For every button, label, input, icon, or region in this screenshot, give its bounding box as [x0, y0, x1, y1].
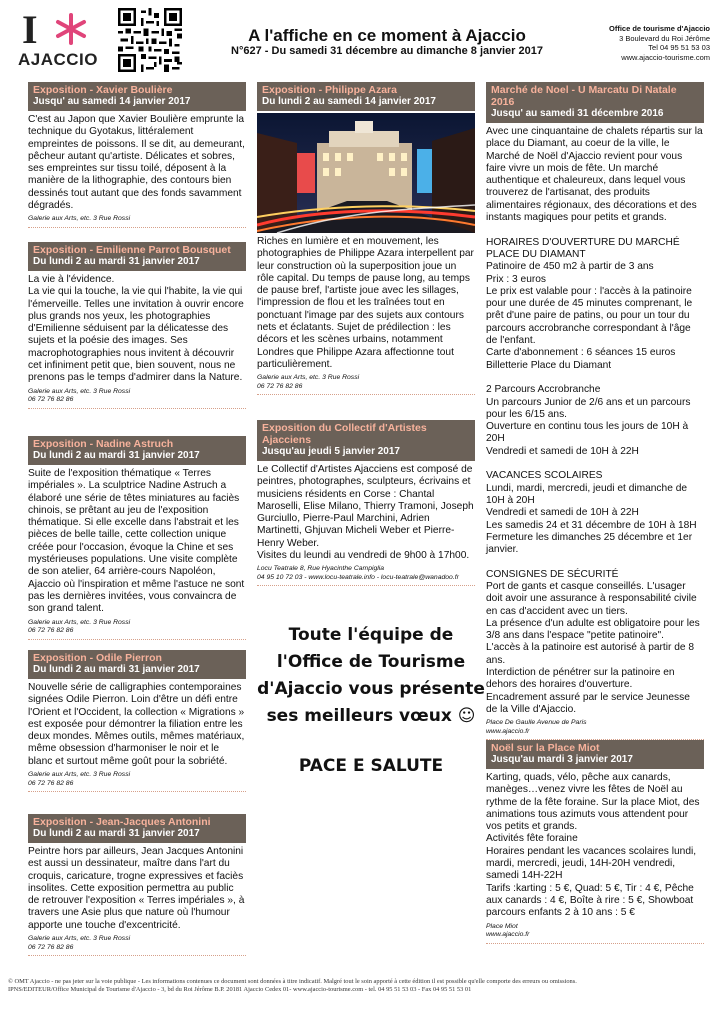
event-philippe-azara — [257, 82, 475, 395]
event-text: Suite de l'exposition thématique « Terres impériales ». La sculptrice Nadine Astruch a élaboré une série de têtes miniatures au faciès chinois, se prêtant au jeu de l'exposition thématique. Si elle excelle dans l'abstrait et les pièces de belle taille, cette collection unique créée pour l'occasion, évoque la Chine et ses mystérieuses populations. Une visite complète de son atelier, 64 arrière-cours Napoléon, Ajaccio où l'inspiration et même l'astuce ne sont pas les dernières invitées, vous convaincra de son grand talent. — [28, 468, 245, 615]
divider — [28, 408, 246, 409]
event-source: Place Miot www.ajaccio.fr — [486, 922, 530, 939]
event-header — [28, 814, 246, 843]
event-header — [257, 82, 475, 111]
event-source: Galerie aux Arts, etc. 3 Rue Rossi 06 72 76 82 86 — [28, 387, 131, 404]
event-title: Exposition du Collectif d'Artistes Ajacciens — [262, 422, 427, 446]
event-date: Du lundi 2 au samedi 14 janvier 2017 — [262, 96, 436, 107]
qr-code-icon — [118, 8, 182, 72]
footer — [8, 978, 716, 994]
logo-letter: I — [22, 7, 38, 52]
event-title: Exposition - Odile Pierron — [33, 652, 162, 664]
event-date: Jusqu'au mardi 3 janvier 2017 — [491, 754, 633, 765]
logo-city: AJACCIO — [18, 50, 99, 69]
event-emilienne-parrot-bousquet — [28, 242, 246, 409]
divider — [28, 639, 246, 640]
wish-line: d'Ajaccio vous présente — [257, 679, 485, 699]
event-title: Exposition - Nadine Astruch — [33, 438, 174, 450]
office-web[interactable]: www.ajaccio-tourisme.com — [621, 52, 710, 62]
event-collectif-artistes — [257, 420, 475, 586]
event-text: Avec une cinquantaine de chalets répartis sur la place du Diamant, au coeur de la ville, le Marché de Noël d'Ajaccio revient pour vous faire vivre un mois de fête. Un marché authentique et chaleureux, dans lequel vous trouverez de l'artisanat, des produits alimentaires régionaux, des décorations et des instants magiques pour petits et grands. HORAIRES D'OUVERTURE DU MARCHÉ PLACE DU DIAMANT Patinoire de 450 m2 à partir de 3 ans Prix : 3 euros Le prix est valable pour : l'accès à la patinoire pour une durée de 45 minutes comprenant, le prêt d'une paire de patins, ou pour un tour du parcours accrobranche correspondant à l'âge de l'enfant. Carte d'abonnement : 6 séances 15 euros Billetterie Place du Diamant 2 Parcours Accrobranche Un parcours Junior de 2/6 ans et un parcours pour les 6/15 ans. Ouverture en continu tous les jours de 10H à 20H Vendredi et samedi de 10H à 22H VACANCES SCOLAIRES Lundi, mardi, mercredi, jeudi et dimanche de 10H à 20H Vendredi et samedi de 10H à 22H Les samedis 24 et 31 décembre de 10H à 18H Fermeture les dimanches 25 décembre et 1er janvier. CONSIGNES DE SÉCURITÉ Port de gants et casque conseillés. L'usager doit avoir une assurance à responsabilité civile en cas d'accident avec un tiers. La présence d'un adulte est obligatoire pour les 3/8 ans dans l'espace "petite patinoire". L'accès à la patinoire est autorisé à partir de 8 ans. Interdiction de pénétrer sur la patinoire en dehors des horaires d'ouverture. Encadrement assuré par le service Jeunesse de la Ville d'Ajaccio. — [486, 126, 703, 715]
event-date: Du lundi 2 au mardi 31 janvier 2017 — [33, 828, 200, 839]
event-header — [28, 650, 246, 679]
event-title: Noël sur la Place Miot — [491, 742, 600, 754]
divider — [257, 394, 475, 395]
event-jean-jacques-antonini — [28, 814, 246, 956]
event-title: Exposition - Philippe Azara — [262, 84, 397, 96]
event-source: Galerie aux Arts, etc. 3 Rue Rossi 06 72 76 82 86 — [28, 935, 131, 951]
event-header — [28, 242, 246, 271]
event-text: Karting, quads, vélo, pêche aux canards, manèges…venez vivre les fêtes de Noël au rythme de la fête foraine. Sur la place Miot, des animations tous azimuts vous attendent pour vos petits et grands. Activités fête foraine Horaires pendant les vacances scolaires lundi, mardi, mercredi, jeudi, 14H-20H vendredi, samedi 14H-22H Tarifs :karting : 5 €, Quad: 5 €, Tir : 4 €, Pêche aux canards : 4 €, Boîte à rire : 5 €, Showboat parcours enfants 2 à 10 ans : 5 € — [486, 772, 700, 919]
star-icon — [54, 12, 88, 46]
wish-line: ses meilleurs vœux ☺ — [266, 706, 476, 726]
event-header — [257, 420, 475, 461]
event-header — [28, 436, 246, 465]
footer-disclaimer: © OMT Ajaccio - ne pas jeter sur la voie publique - Les informations contenues ce document sont données à titre indicatif. Malgré tout le soin apporté à cette édition il est possible qu'elle comporte des erreurs ou omissions. — [8, 978, 577, 985]
office-info — [580, 24, 710, 62]
event-source: Galerie aux Arts, etc. 3 Rue Rossi 06 72 76 82 86 — [28, 618, 131, 635]
event-text: Riches en lumière et en mouvement, les photographies de Philippe Azara interpellent par leur construction où la superposition joue un rôle capital. Du temps de pause long, au temps de pause bref, l'artiste joue avec les sillages, l'impression de flou et les traînées tout en ponctuant l'image par des sujets aux contours nets et éclatants. Sujet de prédilection : les décors et les scènes urbains, notamment Londres que Philippe Azara affectionne tout particulièrement. — [257, 236, 474, 370]
event-date: Jusqu' au samedi 14 janvier 2017 — [33, 96, 191, 107]
event-title: Exposition - Xavier Boulière — [33, 84, 173, 96]
office-name: Office de tourisme d'Ajaccio — [609, 24, 710, 33]
divider — [257, 585, 475, 586]
closing-greeting: PACE E SALUTE — [298, 756, 444, 776]
event-header — [28, 82, 246, 111]
event-odile-pierron — [28, 650, 246, 792]
office-address: 3 Boulevard du Roi Jérôme — [619, 33, 710, 43]
event-text: C'est au Japon que Xavier Boulière emprunte la technique du Gyotakus, littéralement empreintes de poissons. Il se dit, au demeurant, pêcheur autant qu'artiste. Délicates et sobres, ses empreintes sur tissu toilé, déposent à la manière de la lithographie, des contours bien dessinés tout autant que des fonds savamment dégradés. — [28, 114, 245, 212]
event-nadine-astruch — [28, 436, 246, 640]
wish-line: l'Office de Tourisme — [276, 652, 466, 672]
event-text: Le Collectif d'Artistes Ajacciens est composé de peintres, photographes, sculpteurs, écrivains et musiciens résidents en Corse : Chantal Maroselli, Elise Milano, Thierry Tramoni, Joseph Gurciullo, Pierre-Paul Marchini, Adrien Martinetti, Ghjuvan Micheli Weber et Pierre-Henry Weber. Visites du leundi au vendredi de 9h00 à 17h00. — [257, 464, 474, 562]
divider — [28, 227, 246, 228]
event-date: Jusqu'au jeudi 5 janvier 2017 — [262, 446, 400, 457]
divider — [486, 943, 704, 944]
event-source: Galerie aux Arts, etc. 3 Rue Rossi 06 72 76 82 86 — [257, 374, 360, 390]
footer-publisher: IPNS/EDITEUR/Office Municipal de Tourisme d'Ajaccio - 3, bd du Roi Jérôme B.P. 20181 Ajaccio Cedex 01- www.ajaccio-tourisme.com - tel. 04 95 51 53 03 - Fax 04 95 51 53 01 — [8, 986, 472, 993]
divider — [28, 791, 246, 792]
issue-subtitle: N°627 - Du samedi 31 décembre au dimanche 8 janvier 2017 — [231, 45, 543, 57]
divider — [28, 955, 246, 956]
event-text: Peintre hors par ailleurs, Jean Jacques Antonini est aussi un dessinateur, maître dans l'art du croquis, caricature, trogne expressives et faciès insolites. Cette exposition permettra au public de retrouver l'exposition « Terres impériales », à travers une Asie plus que nature où l'humour apporte une touche d'excentricité. — [28, 846, 245, 931]
event-marche-de-noel — [486, 82, 704, 740]
event-noel-place-miot — [486, 740, 704, 944]
page-title: A l'affiche en ce moment à Ajaccio — [248, 26, 526, 45]
event-source: Galerie aux Arts, etc. 3 Rue Rossi 06 72 76 82 86 — [28, 771, 131, 787]
event-source: Locu Teatrale 8, Rue Hyacinthe Campiglia 04 95 10 72 03 - www.locu-teatrale.info - locu-teatrale@wanadoo.fr — [257, 565, 459, 581]
event-date: Du lundi 2 au mardi 31 janvier 2017 — [33, 664, 200, 675]
ajaccio-logo — [18, 7, 106, 69]
event-source: Galerie aux Arts, etc. 3 Rue Rossi — [28, 215, 131, 223]
event-title: Marché de Noel - U Marcatu Di Natale 2016 — [491, 84, 677, 108]
office-phone: Tel 04 95 51 53 03 — [648, 43, 710, 52]
night-street-photo — [257, 113, 475, 233]
new-year-wishes — [257, 622, 485, 730]
event-title: Exposition - Emilienne Parrot Bousquet — [33, 244, 231, 256]
event-date: Du lundi 2 au mardi 31 janvier 2017 — [33, 256, 200, 267]
wish-line: Toute l'équipe de — [288, 625, 454, 645]
event-text: La vie à l'évidence. La vie qui la touche, la vie qui l'habite, la vie qui l'émerveille. Telles une invitation à ouvrir encore plus grands nos yeux, les photographies d'Emilienne séduisent par la délicatesse des sujets et la poésie des images. Ses macrophotographies nous invitent à découvrir cet infiniment petit que, bien souvent, nous ne prenons pas le temps d'admirer dans la Nature. — [28, 274, 244, 384]
event-xavier-bouliere — [28, 82, 246, 228]
event-title: Exposition - Jean-Jacques Antonini — [33, 816, 211, 828]
event-date: Jusqu' au samedi 31 décembre 2016 — [491, 108, 664, 119]
event-date: Du lundi 2 au mardi 31 janvier 2017 — [33, 450, 200, 461]
event-header — [486, 82, 704, 123]
event-header — [486, 740, 704, 769]
event-source: Place De Gaulle Avenue de Paris www.ajaccio.fr — [486, 719, 587, 735]
event-text: Nouvelle série de calligraphies contemporaines signées Odile Pierron. Loin d'être un défi entre l'Orient et l'Occident, la collection « Migrations » est exposée pour démontrer la filiation entre les deux mondes. Mêmes outils, mêmes matériaux, même obsession d'harmoniser le noir et le blanc et surtout même goût pour la sobriété. — [28, 682, 245, 767]
